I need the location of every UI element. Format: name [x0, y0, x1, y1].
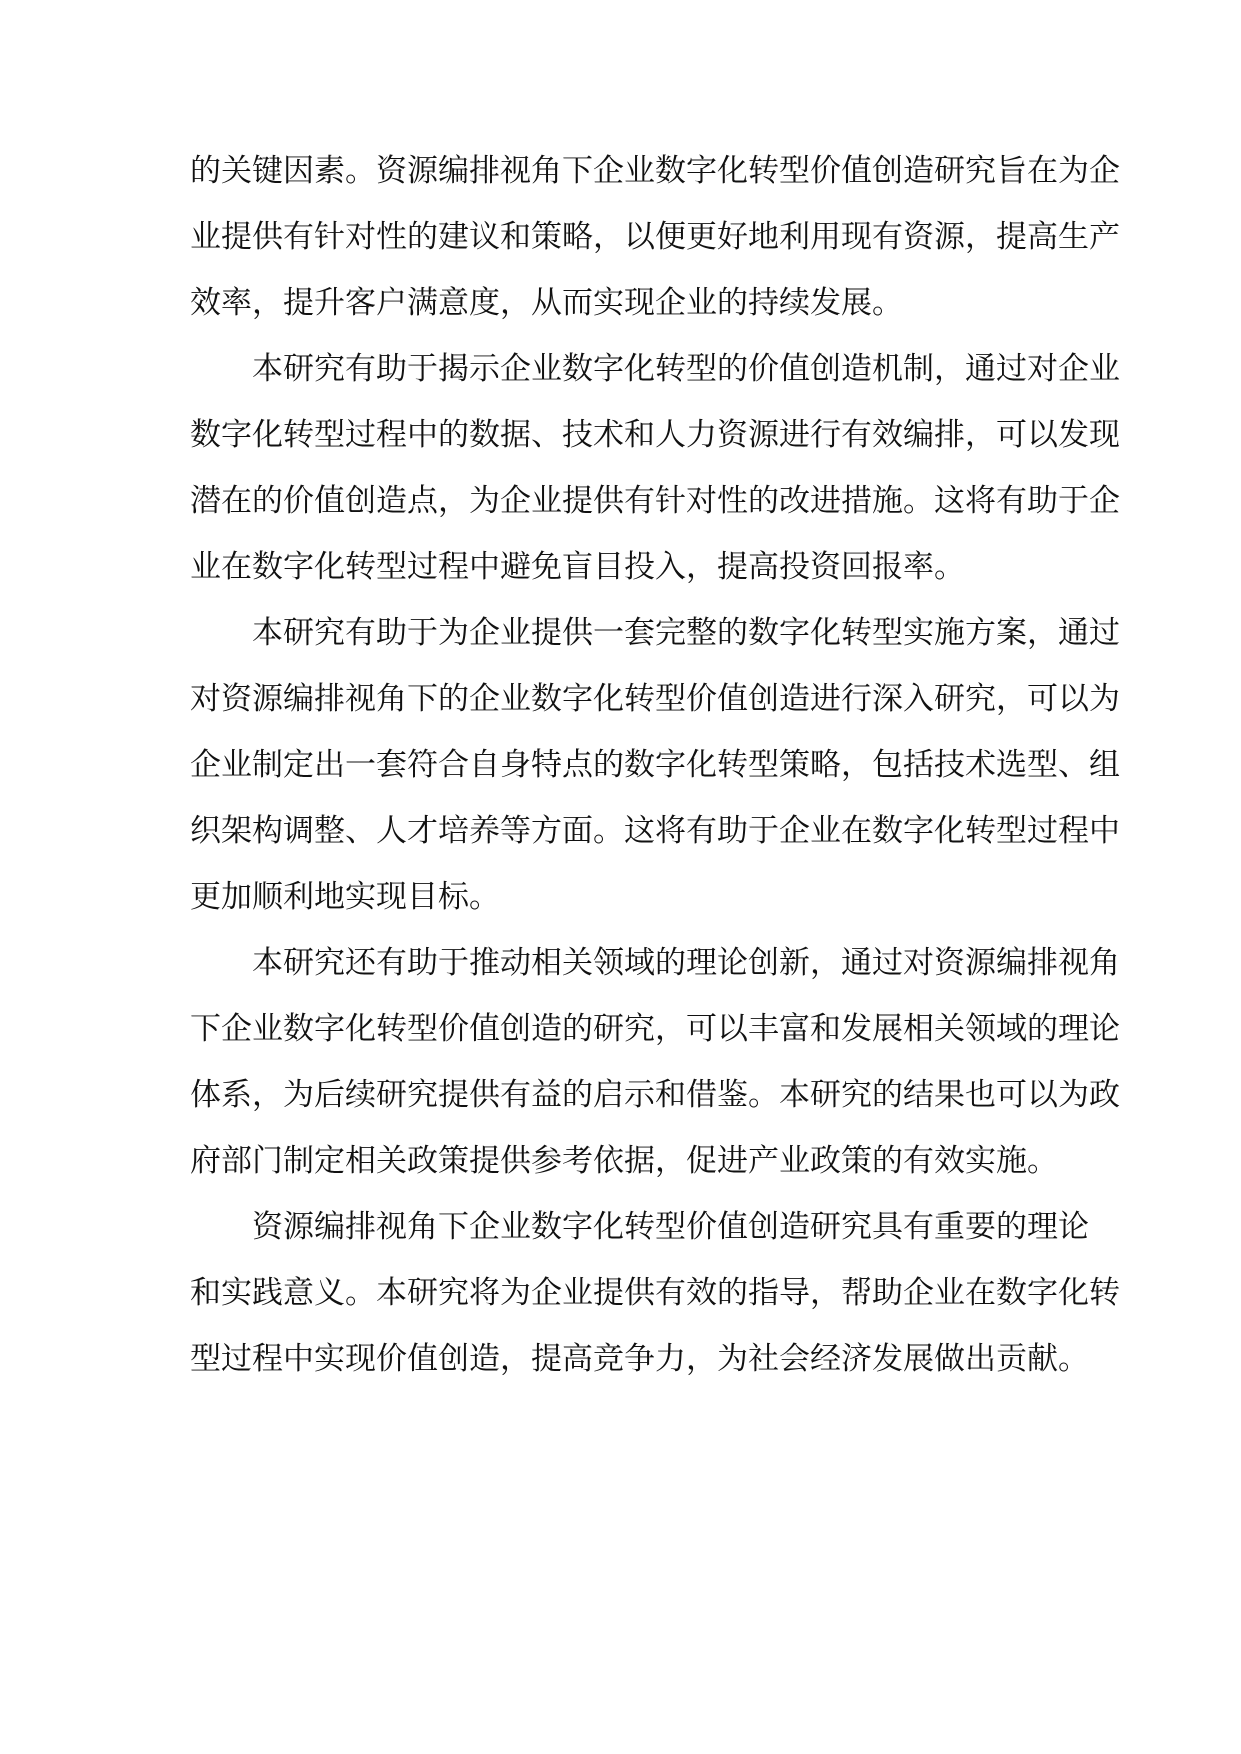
body-text [190, 138, 1120, 1392]
text-line: 本研究还有助于推动相关领域的理论创新，通过对资源编排视角 [252, 945, 1120, 981]
paragraph-2 [190, 336, 1120, 600]
text-line: 本研究有助于揭示企业数字化转型的价值创造机制，通过对企业 [252, 351, 1120, 387]
paragraph-3 [190, 600, 1120, 930]
text-line: 织架构调整、人才培养等方面。这将有助于企业在数字化转型过程中 [190, 813, 1120, 849]
paragraph-4 [190, 930, 1120, 1194]
text-line: 体系，为后续研究提供有益的启示和借鉴。本研究的结果也可以为政 [190, 1077, 1120, 1113]
text-line: 效率，提升客户满意度，从而实现企业的持续发展。 [190, 285, 903, 321]
text-line: 企业制定出一套符合自身特点的数字化转型策略，包括技术选型、组 [190, 747, 1120, 783]
paragraph-1 [190, 138, 1120, 336]
text-line: 潜在的价值创造点，为企业提供有针对性的改进措施。这将有助于企 [190, 483, 1120, 519]
text-line: 府部门制定相关政策提供参考依据，促进产业政策的有效实施。 [190, 1143, 1058, 1179]
text-line: 和实践意义。本研究将为企业提供有效的指导，帮助企业在数字化转 [190, 1275, 1120, 1311]
paragraph-5 [190, 1194, 1120, 1392]
text-line: 型过程中实现价值创造，提高竞争力，为社会经济发展做出贡献。 [190, 1341, 1089, 1377]
text-line: 数字化转型过程中的数据、技术和人力资源进行有效编排，可以发现 [190, 417, 1120, 453]
text-line: 的关键因素。资源编排视角下企业数字化转型价值创造研究旨在为企 [190, 153, 1120, 189]
text-line: 业提供有针对性的建议和策略，以便更好地利用现有资源，提高生产 [190, 219, 1120, 255]
text-line: 更加顺利地实现目标。 [190, 879, 500, 915]
text-line: 资源编排视角下企业数字化转型价值创造研究具有重要的理论 [252, 1209, 1089, 1245]
text-line: 对资源编排视角下的企业数字化转型价值创造进行深入研究，可以为 [190, 681, 1120, 717]
text-line: 业在数字化转型过程中避免盲目投入，提高投资回报率。 [190, 549, 965, 585]
text-line: 下企业数字化转型价值创造的研究，可以丰富和发展相关领域的理论 [190, 1011, 1120, 1047]
text-line: 本研究有助于为企业提供一套完整的数字化转型实施方案，通过 [252, 615, 1120, 651]
